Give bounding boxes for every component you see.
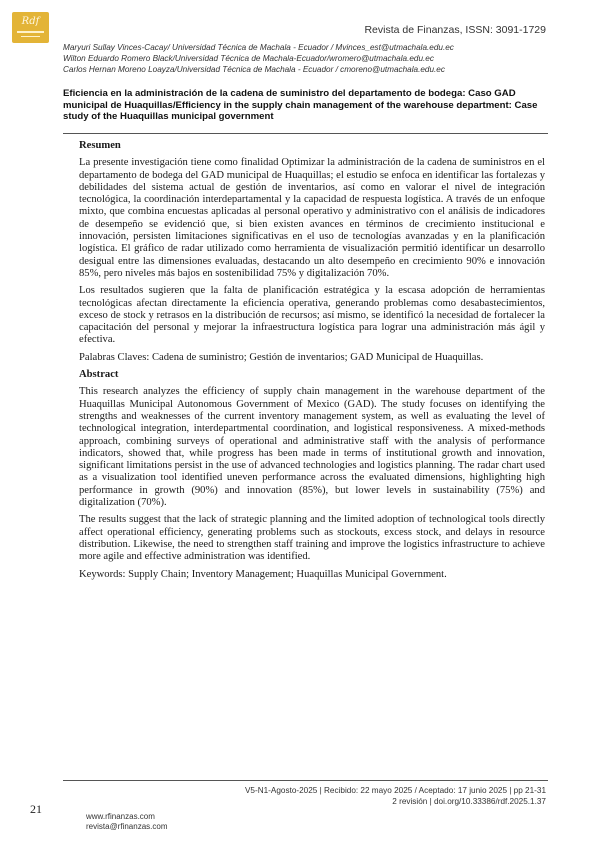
resumen-paragraph: La presente investigación tiene como finalidad Optimizar la administración de la cadena de suministros en el departamento de bodega del GAD municipal de Huaquillas; el estudio se enfoca en identificar las fortalezas y debilidades del sistema actual de gestión de inventarios, así como en valorar el nivel de integración tecnológica, la coordinación interdepartamental y la capacidad de respuesta logística. A través de un enfoque mixto, que combina encuestas aplicadas al personal operativo y administrativo con el análisis de indicadores de desempeño se evidenció que, si bien existen avances en términos de crecimiento institucional e innovación, persisten limitaciones significativas en el uso de tecnologías avanzadas y en la planificación logística. El gráfico de radar utilizado como herramienta de visualización permitió identificar un desarrollo desigual entre las dimensiones evaluadas, destacando un alto desempeño en crecimiento 90% e innovación 85%, pero niveles más bajos en sostenibilidad 75% y digitalización 70%.	[79, 157, 545, 279]
author-line: Carlos Hernan Moreno Loayza/Universidad Técnica de Machala - Ecuador / cmoreno@utmachala.edu.ec	[63, 65, 445, 75]
footer-contact	[86, 812, 167, 833]
author-line: Maryuri Sullay Vinces-Cacay/ Universidad Técnica de Machala - Ecuador / Mvinces_est@utmachala.edu.ec	[63, 43, 454, 52]
journal-name: Revista de Finanzas, ISSN: 3091-1729	[364, 24, 546, 36]
abstract-paragraph: This research analyzes the efficiency of supply chain management in the warehouse department of the Huaquillas Municipal Autonomous Government of Mexico (GAD). The study focuses on identifying the strengths and weaknesses of the current inventory management system, as well as evaluating the level of technological integration, interdepartmental coordination, and logistical responsiveness. A mixed-methods approach, combining surveys of operational and administrative staff with the analysis of performance indicators, showed that, while progress has been made in terms of institutional growth and innovation, significant limitations persist in the use of advanced technologies and logistics planning. The radar chart used as a visualization tool identified uneven performance across the evaluated dimensions, highlighting high performance in growth (90%) and innovation (85%), but lower levels in sustainability (75%) and digitalization (70%).	[79, 386, 545, 509]
footer-issue-line: V5-N1-Agosto-2025 | Recibido: 22 mayo 2025 / Aceptado: 17 junio 2025 | pp 21-31	[244, 786, 546, 795]
article-body	[79, 140, 545, 581]
footer-website-link[interactable]: www.rfinanzas.com	[86, 812, 155, 821]
footer-doi-line: 2 revisión | doi.org/10.33386/rdf.2025.1.37	[392, 797, 546, 807]
logo-line	[21, 36, 40, 37]
author-list	[63, 42, 454, 76]
resumen-heading: Resumen	[79, 140, 121, 151]
logo-line	[17, 31, 44, 33]
author-line: Wilton Eduardo Romero Black/Universidad Técnica de Machala-Ecuador/wromero@utmachala.edu.ec	[63, 54, 434, 64]
footer-divider	[63, 780, 548, 781]
journal-logo	[12, 12, 49, 43]
abstract-keywords: Keywords: Supply Chain; Inventory Management; Huaquillas Municipal Government.	[79, 568, 447, 580]
footer-citation	[245, 785, 546, 808]
title-divider	[63, 133, 548, 134]
resumen-keywords: Palabras Claves: Cadena de suministro; Gestión de inventarios; GAD Municipal de Huaquillas.	[79, 351, 484, 363]
article-title: Eficiencia en la administración de la cadena de suministro del departamento de bodega: Caso GAD municipal de Huaquillas/Efficiency in the supply chain management of the warehouse department: Case study of the Huaquillas municipal government	[63, 88, 538, 123]
logo-text: Rdf	[21, 16, 40, 27]
page-number: 21	[30, 802, 42, 816]
abstract-heading: Abstract	[79, 369, 119, 381]
footer-email-link[interactable]: revista@rfinanzas.com	[86, 822, 168, 832]
abstract-paragraph: The results suggest that the lack of strategic planning and the limited adoption of technological tools directly affect operational efficiency, generating problems such as stockouts, excess stock, and delays in resource distribution. Likewise, the need to strengthen staff training and improve the logistics infrastructure to achieve more agile and effective administration was identified.	[79, 514, 545, 563]
resumen-paragraph: Los resultados sugieren que la falta de planificación estratégica y la escasa adopción de herramientas tecnológicas afectan directamente la eficiencia operativa, generando problemas como desabastecimientos, exceso de stock y retrasos en la distribución de recursos; así mismo, se identificó la necesidad de fortalecer la capacitación del personal y mejorar la infraestructura logística para lograr una administración más ágil y efectiva.	[79, 285, 545, 346]
